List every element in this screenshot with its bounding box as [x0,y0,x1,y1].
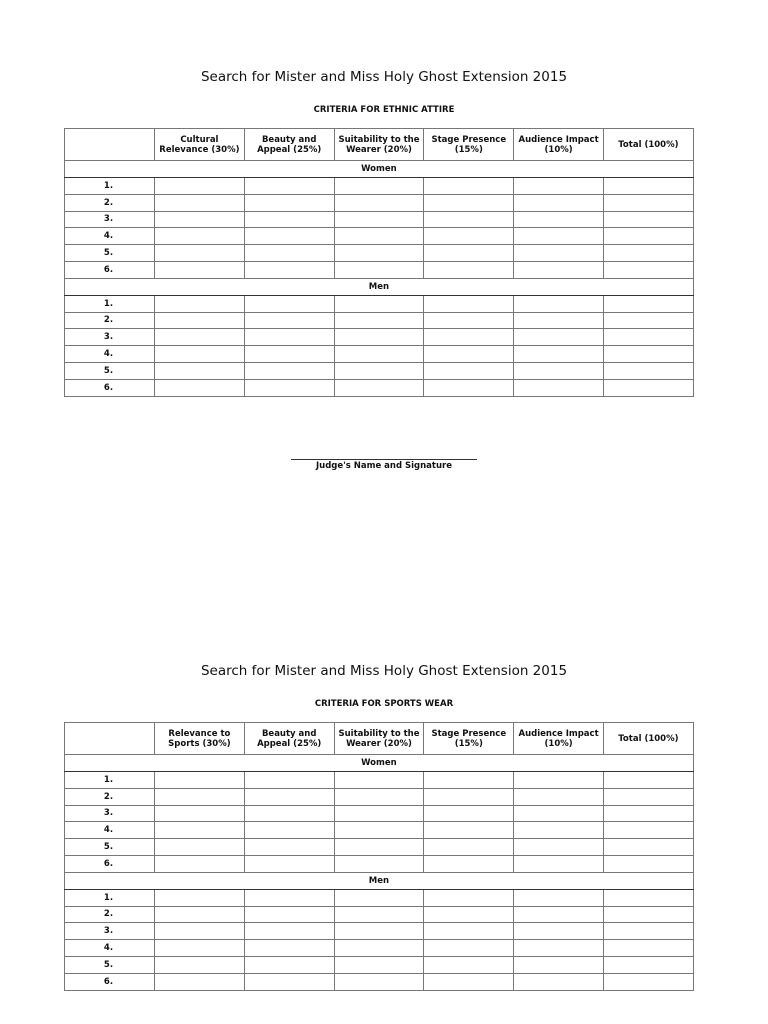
score-cell [155,956,245,973]
score-cell [155,940,245,957]
score-cell [244,973,334,990]
score-cell [514,822,604,839]
criterion-header: Cultural Relevance (30%) [155,129,245,161]
score-cell [424,178,514,195]
score-cell [334,245,424,262]
score-cell [155,923,245,940]
document-title: Search for Mister and Miss Holy Ghost Extension 2015 [200,663,568,679]
score-cell [334,805,424,822]
score-cell [244,379,334,396]
contestant-number: 5. [65,245,155,262]
score-cell [603,839,693,856]
score-cell [603,772,693,789]
score-cell [334,362,424,379]
contestant-number: 1. [65,772,155,789]
contestant-number: 2. [65,788,155,805]
table-row [65,362,694,379]
score-cell [424,839,514,856]
table-row [65,312,694,329]
contestant-number: 4. [65,822,155,839]
group-label-men: Men [65,278,694,295]
score-sheet-sports-wear [0,661,768,987]
score-cell [424,211,514,228]
table-row [65,805,694,822]
contestant-number: 6. [65,855,155,872]
score-cell [244,295,334,312]
table-row [65,822,694,839]
score-cell [155,839,245,856]
contestant-number: 6. [65,261,155,278]
score-cell [603,211,693,228]
score-cell [603,362,693,379]
score-cell [244,906,334,923]
score-cell [603,973,693,990]
score-cell [244,194,334,211]
score-cell [334,906,424,923]
table-row [65,772,694,789]
score-cell [334,379,424,396]
criterion-header: Beauty and Appeal (25%) [244,129,334,161]
score-cell [334,261,424,278]
score-cell [424,261,514,278]
score-cell [334,772,424,789]
score-cell [424,379,514,396]
table-row [65,889,694,906]
score-cell [334,346,424,363]
contestant-number: 6. [65,379,155,396]
score-cell [244,772,334,789]
score-cell [334,788,424,805]
table-row [65,211,694,228]
criteria-table [64,722,694,991]
score-cell [155,178,245,195]
criterion-header: Stage Presence (15%) [424,723,514,755]
table-row [65,855,694,872]
contestant-number: 4. [65,346,155,363]
score-cell [244,923,334,940]
score-cell [424,855,514,872]
score-cell [424,329,514,346]
score-cell [334,822,424,839]
score-cell [155,362,245,379]
contestant-number: 5. [65,956,155,973]
header-blank-cell [65,723,155,755]
table-row [65,940,694,957]
document-title: Search for Mister and Miss Holy Ghost Extension 2015 [200,69,568,85]
score-cell [155,211,245,228]
score-cell [424,923,514,940]
score-cell [603,178,693,195]
score-cell [334,973,424,990]
score-cell [514,379,604,396]
score-cell [514,194,604,211]
group-label-women: Women [65,755,694,772]
score-cell [603,940,693,957]
score-cell [424,346,514,363]
score-cell [603,855,693,872]
header-row [65,129,694,161]
score-cell [424,956,514,973]
score-cell [514,329,604,346]
score-cell [603,329,693,346]
score-cell [424,362,514,379]
contestant-number: 3. [65,805,155,822]
score-cell [155,194,245,211]
score-cell [244,245,334,262]
score-cell [603,788,693,805]
signature-line [291,451,477,460]
header-row [65,723,694,755]
table-row [65,906,694,923]
score-cell [334,178,424,195]
score-cell [603,822,693,839]
table-row [65,973,694,990]
score-cell [244,178,334,195]
score-cell [514,788,604,805]
score-cell [244,346,334,363]
score-cell [244,940,334,957]
contestant-number: 2. [65,906,155,923]
score-cell [155,822,245,839]
score-cell [155,772,245,789]
score-cell [514,906,604,923]
contestant-number: 1. [65,295,155,312]
score-cell [155,346,245,363]
score-cell [244,805,334,822]
score-cell [424,228,514,245]
score-cell [155,788,245,805]
signature-label: Judge's Name and Signature [315,461,452,471]
score-cell [514,923,604,940]
score-cell [424,194,514,211]
score-cell [244,855,334,872]
score-cell [424,312,514,329]
score-cell [424,940,514,957]
score-cell [155,228,245,245]
score-cell [424,245,514,262]
score-cell [244,788,334,805]
judge-signature-block [0,451,768,471]
score-cell [334,228,424,245]
contestant-number: 3. [65,211,155,228]
criterion-header: Stage Presence (15%) [424,129,514,161]
criteria-table [64,128,694,397]
score-cell [244,312,334,329]
score-cell [514,211,604,228]
score-cell [603,379,693,396]
score-cell [603,194,693,211]
criterion-header: Total (100%) [603,129,693,161]
table-row [65,295,694,312]
score-cell [334,295,424,312]
score-cell [514,805,604,822]
score-cell [334,855,424,872]
score-cell [514,772,604,789]
criterion-header: Audience Impact (10%) [514,129,604,161]
score-cell [424,889,514,906]
score-cell [514,940,604,957]
score-cell [155,805,245,822]
criteria-subtitle: CRITERIA FOR ETHNIC ATTIRE [313,105,455,115]
score-cell [514,228,604,245]
table-row [65,788,694,805]
contestant-number: 3. [65,329,155,346]
contestant-number: 5. [65,839,155,856]
score-cell [334,194,424,211]
criterion-header: Total (100%) [603,723,693,755]
score-cell [424,772,514,789]
score-cell [603,889,693,906]
header-blank-cell [65,129,155,161]
score-cell [155,329,245,346]
score-cell [514,362,604,379]
score-cell [514,839,604,856]
score-cell [514,295,604,312]
score-cell [244,889,334,906]
score-cell [514,312,604,329]
table-row [65,178,694,195]
score-cell [155,312,245,329]
score-cell [155,295,245,312]
score-cell [244,228,334,245]
score-cell [244,822,334,839]
score-cell [155,889,245,906]
contestant-number: 2. [65,194,155,211]
score-sheet-ethnic-attire [0,67,768,393]
score-cell [244,362,334,379]
score-cell [334,956,424,973]
table-row [65,329,694,346]
table-row [65,245,694,262]
score-cell [244,329,334,346]
score-cell [334,839,424,856]
criterion-header: Beauty and Appeal (25%) [244,723,334,755]
score-cell [514,973,604,990]
score-cell [244,261,334,278]
table-row [65,956,694,973]
contestant-number: 1. [65,178,155,195]
score-cell [244,839,334,856]
score-cell [155,906,245,923]
contestant-number: 5. [65,362,155,379]
group-label-women: Women [65,161,694,178]
criterion-header: Audience Impact (10%) [514,723,604,755]
contestant-number: 2. [65,312,155,329]
score-cell [334,329,424,346]
score-cell [603,923,693,940]
score-cell [514,245,604,262]
score-cell [155,855,245,872]
score-cell [334,889,424,906]
score-cell [603,805,693,822]
table-row [65,261,694,278]
score-cell [603,956,693,973]
score-cell [334,940,424,957]
table-row [65,194,694,211]
score-cell [155,973,245,990]
score-cell [603,295,693,312]
score-cell [424,788,514,805]
score-cell [603,245,693,262]
score-cell [424,822,514,839]
group-label-men: Men [65,872,694,889]
score-cell [424,973,514,990]
score-cell [155,261,245,278]
table-row [65,923,694,940]
score-cell [155,245,245,262]
score-cell [514,889,604,906]
score-cell [244,211,334,228]
score-cell [514,855,604,872]
contestant-number: 6. [65,973,155,990]
table-row [65,346,694,363]
score-cell [514,346,604,363]
criterion-header: Suitability to the Wearer (20%) [334,129,424,161]
score-cell [514,956,604,973]
score-cell [603,346,693,363]
score-cell [424,906,514,923]
score-cell [514,261,604,278]
score-cell [424,805,514,822]
score-cell [244,956,334,973]
table-row [65,379,694,396]
score-cell [155,379,245,396]
score-cell [334,923,424,940]
criteria-subtitle: CRITERIA FOR SPORTS WEAR [314,699,454,709]
score-cell [603,906,693,923]
score-cell [603,312,693,329]
score-cell [603,261,693,278]
score-cell [424,295,514,312]
score-cell [603,228,693,245]
contestant-number: 4. [65,940,155,957]
criterion-header: Relevance to Sports (30%) [155,723,245,755]
score-cell [334,312,424,329]
score-cell [334,211,424,228]
table-row [65,228,694,245]
table-row [65,839,694,856]
contestant-number: 3. [65,923,155,940]
contestant-number: 1. [65,889,155,906]
score-cell [514,178,604,195]
contestant-number: 4. [65,228,155,245]
criterion-header: Suitability to the Wearer (20%) [334,723,424,755]
